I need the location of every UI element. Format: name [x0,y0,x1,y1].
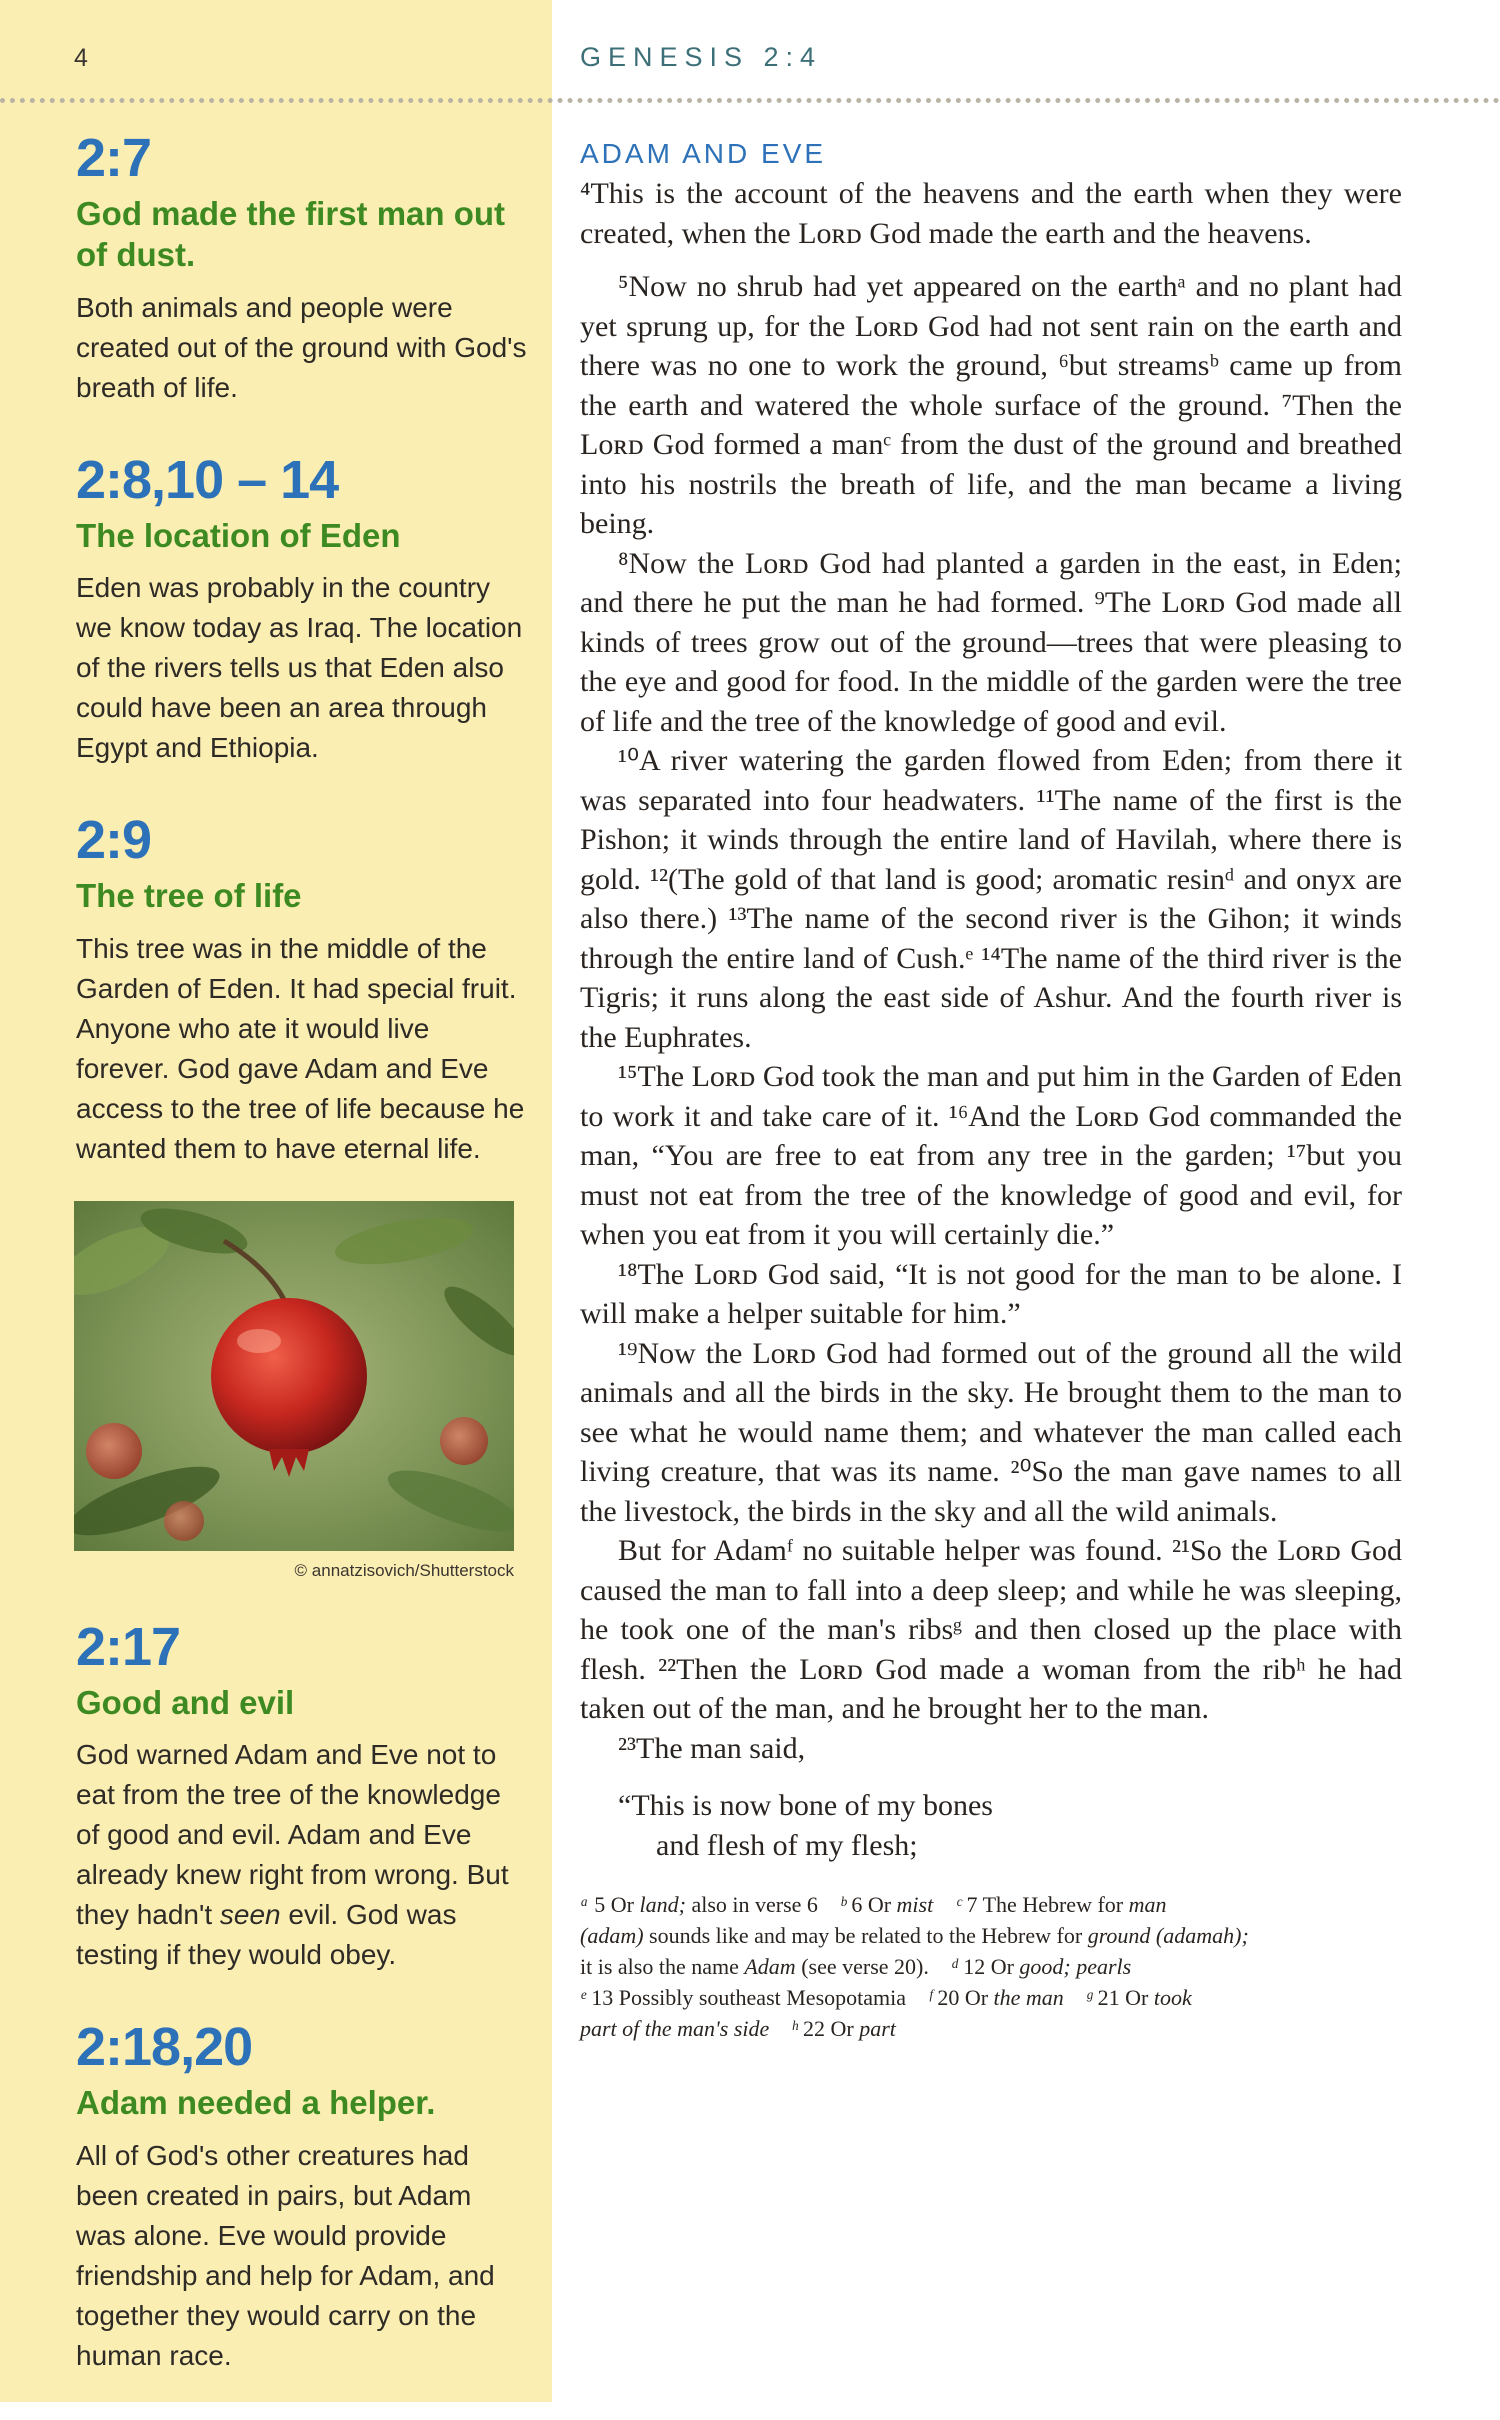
verse-paragraph: ¹⁸The Lᴏʀᴅ God said, “It is not good for the man to be alone. I will make a helper suitable for him.” [580,1257,1402,1330]
note-2-8 [76,449,528,768]
note-body-text: God warned Adam and Eve not to eat from the tree of the knowledge of good and evil. Adam and Eve already knew right from wrong. But they hadn't [76,1739,509,1931]
verse-paragraph: ¹⁹Now the Lᴏʀᴅ God had formed out of the ground all the wild animals and all the birds in the sky. He brought them to the man to see what he would name them; and whatever the man called each living creature, that was its name. ²⁰So the man gave names to all the livestock, the birds in the sky and all the wild animals. [580,1336,1402,1528]
footnote-text: 22 Or [803,2016,860,2041]
pomegranate-photo [74,1201,514,1551]
note-2-17 [76,1616,528,1975]
footnote-emphasis: good; pearls [1019,1954,1132,1979]
footnote-text: 13 Possibly southeast Mesopotamia [591,1985,906,2010]
footnotes [580,1889,1402,2044]
note-body: This tree was in the middle of the Garden of Eden. It had special fruit. Anyone who ate it would live forever. God gave Adam and Eve access to the tree of life because he wanted them to have eternal life. [76,932,525,1164]
footnote-mark: ᵈ [950,1954,958,1979]
verse-paragraph: But for Adamᶠ no suitable helper was found. ²¹So the Lᴏʀᴅ God caused the man to fall into a deep sleep; and while he was sleeping, he took one of the man's ribsᵍ and then closed up the place with flesh. ²²Then the Lᴏʀᴅ God made a woman from the ribʰ he had taken out of the man, and he brought her to the man. [580,1534,1402,1725]
verse-paragraph: ⁸Now the Lᴏʀᴅ God had planted a garden in the east, in Eden; and there he put the man he had formed. ⁹The Lᴏʀᴅ God made all kinds of trees grow out of the ground—trees that were pleasing to the eye and good for food. In the middle of the garden were the tree of life and the tree of the knowledge of good and evil. [580,546,1402,738]
note-body [76,1735,528,1975]
footnote-line [580,2013,1402,2044]
study-notes [76,130,528,2420]
footnote-line [580,1889,1402,1920]
running-head: GENESIS 2:4 [580,42,823,72]
footnote-emphasis: (adam) [580,1923,644,1948]
footnote-emphasis: part [859,2016,896,2041]
footnote-text: 7 The Hebrew for [966,1892,1129,1917]
note-ref: 2:18,20 [76,2017,253,2078]
footnote-mark: ᶜ [955,1892,962,1917]
section-heading: ADAM AND EVE [580,138,827,169]
footnote-line [580,1982,1402,2013]
note-title: Adam needed a helper. [76,2083,436,2121]
footnote-text: 20 Or [937,1985,994,2010]
note-ref: 2:7 [76,128,152,188]
footnote-emphasis: the man [993,1985,1064,2010]
verse-paragraph: ⁵Now no shrub had yet appeared on the earthᵃ and no plant had yet sprung up, for the Lᴏʀᴅ God had not sent rain on the earth and there was no one to work the ground, ⁶but streamsᵇ came up from the earth and watered the whole surface of the ground. ⁷Then the Lᴏʀᴅ God formed a manᶜ from the dust of the ground and breathed into his nostrils the breath of life, and the man became a living being. [580,270,1402,540]
footnote-mark: ᵇ [839,1892,846,1917]
footnote-text: 12 Or [963,1954,1020,1979]
footnote-emphasis: mist [896,1892,934,1917]
note-2-9 [76,812,528,1168]
scripture-column [580,138,1402,2044]
footnote-text: also in verse 6 [685,1892,818,1917]
note-title: God made the first man out of dust. [76,194,506,274]
poetry-line: and flesh of my flesh; [656,1828,918,1862]
page-number: 4 [74,44,88,72]
note-body: Both animals and people were created out of the ground with God's breath of life. [76,291,527,403]
photo-figure [74,1201,514,1581]
footnote-text: 6 Or [851,1892,897,1917]
footnote-text: it is also the name [580,1954,745,1979]
footnote-emphasis: part of the man's side [580,2016,770,2041]
photo-credit: © annatzisovich/Shutterstock [294,1560,514,1580]
verse-paragraph: ⁴This is the account of the heavens and the earth when they were created, when the Lᴏʀᴅ God made the earth and the heavens. [580,177,1402,250]
footnote-emphasis: took [1153,1985,1192,2010]
note-body-emphasis: seen [219,1899,281,1931]
footnote-line [580,1920,1402,1951]
verse-paragraph: ¹⁵The Lᴏʀᴅ God took the man and put him in the Garden of Eden to work it and take care of it. ¹⁶And the Lᴏʀᴅ God commanded the man, “You are free to eat from any tree in the garden; ¹⁷but you must not eat from the tree of the knowledge of good and evil, for when you eat from it you will certainly die.” [580,1060,1402,1251]
note-title: The tree of life [76,877,302,915]
footnote-emphasis: land; [639,1892,686,1917]
footnote-mark: ᶠ [928,1985,932,2010]
footnote-mark: ᵍ [1085,1985,1093,2010]
footnote-emphasis: man [1128,1892,1167,1917]
footnote-mark: ʰ [791,2016,798,2041]
footnote-text: 5 Or [594,1892,640,1917]
poetry-line: “This is now bone of my bones [618,1789,993,1822]
note-title: Good and evil [76,1683,295,1721]
note-ref: 2:8,10 – 14 [76,449,339,510]
footnote-text: sounds like and may be related to the Hebrew for [643,1923,1088,1948]
footnote-mark: ᵉ [580,1985,586,2010]
footnote-text: 21 Or [1097,1985,1154,2010]
note-ref: 2:17 [76,1616,181,1677]
note-2-7 [76,130,528,408]
footnote-emphasis: Adam [744,1954,796,1979]
note-body-text: evil. God was testing if they would obey. [76,1899,457,1971]
note-title: The location of Eden [76,516,401,554]
dotted-divider [0,98,1500,103]
poetry-block [618,1786,1402,1865]
verse-paragraph: ¹⁰A river watering the garden flowed from Eden; from there it was separated into four headwaters. ¹¹The name of the first is the Pishon; it winds through the entire land of Havilah, where there is gold. ¹²(The gold of that land is good; aromatic resinᵈ and onyx are also there.) ¹³The name of the second river is the Gihon; it winds through the entire land of Cush.ᵉ ¹⁴The name of the third river is the Tigris; it runs along the east side of Ashur. And the fourth river is the Euphrates. [580,744,1402,1054]
footnote-emphasis: ground (adamah); [1087,1923,1249,1948]
verse-paragraph: ²³The man said, [618,1731,806,1765]
note-body: Eden was probably in the country we know today as Iraq. The location of the rivers tells us that Eden also could have been an area through Egypt and Ethiopia. [76,572,523,764]
note-ref: 2:9 [76,810,152,871]
note-2-18 [76,2019,528,2375]
footnote-text: (see verse 20). [795,1954,929,1979]
footnote-mark: ᵃ [580,1892,589,1917]
footnote-line [580,1951,1402,1982]
note-body: All of God's other creatures had been created in pairs, but Adam was alone. Eve would provide friendship and help for Adam, and together they would carry on the human race. [76,2139,495,2371]
